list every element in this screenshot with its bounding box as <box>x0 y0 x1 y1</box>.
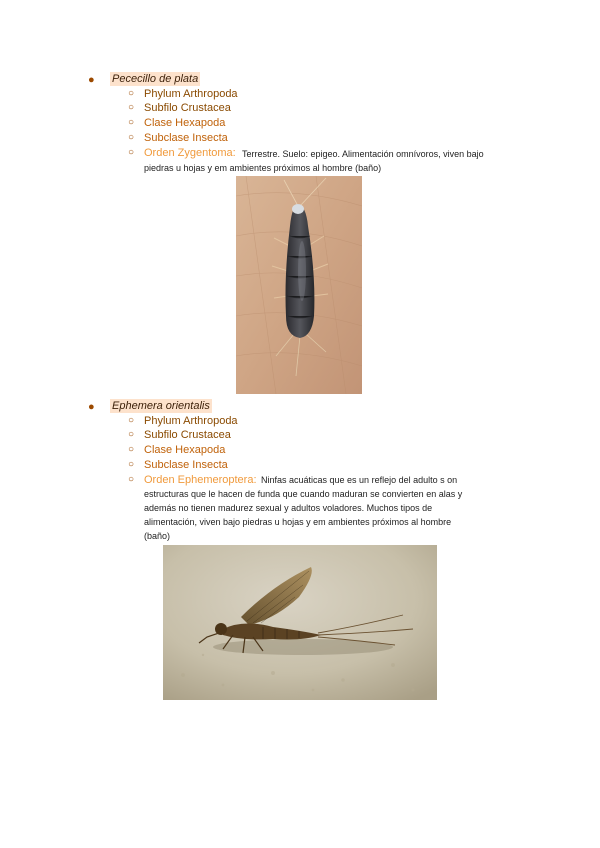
mayfly-photo <box>163 545 437 700</box>
circle-bullet-icon: ○ <box>128 444 135 455</box>
circle-bullet-icon: ○ <box>128 474 135 485</box>
circle-bullet-icon: ○ <box>128 429 135 440</box>
species-1-name: Pececillo de plata <box>112 73 199 85</box>
species-2-description-line-3: además no tienen madurez sexual y adultos voladores. Muchos tipos de <box>144 503 433 513</box>
circle-bullet-icon: ○ <box>128 117 135 128</box>
circle-bullet-icon: ○ <box>128 459 135 470</box>
silverfish-photo <box>236 176 362 394</box>
species-1-description-line-2: piedras u hojas y em ambientes próximos al hombre (baño) <box>144 163 382 173</box>
bullet-icon: ● <box>88 401 95 413</box>
species-2-description-line-5: (baño) <box>144 531 171 541</box>
circle-bullet-icon: ○ <box>128 132 135 143</box>
species-2-description-line-1: Ninfas acuáticas que es un reflejo del adulto s on <box>261 475 458 485</box>
species-2-description-line-4: alimentación, viven bajo piedras u hojas y em ambientes próximos al hombre <box>144 517 452 527</box>
bullet-icon: ● <box>88 74 95 86</box>
circle-bullet-icon: ○ <box>128 102 135 113</box>
circle-bullet-icon: ○ <box>128 147 135 158</box>
circle-bullet-icon: ○ <box>128 415 135 426</box>
species-1-description-line-1: Terrestre. Suelo: epigeo. Alimentación omnívoros, viven bajo <box>242 149 484 159</box>
circle-bullet-icon: ○ <box>128 88 135 99</box>
species-2-name: Ephemera orientalis <box>112 400 210 412</box>
species-1-heading <box>88 72 288 87</box>
species-2-heading <box>88 399 288 414</box>
species-2-description-line-2: estructuras que le hacen de funda que cuando maduran se convierten en alas y <box>144 489 463 499</box>
